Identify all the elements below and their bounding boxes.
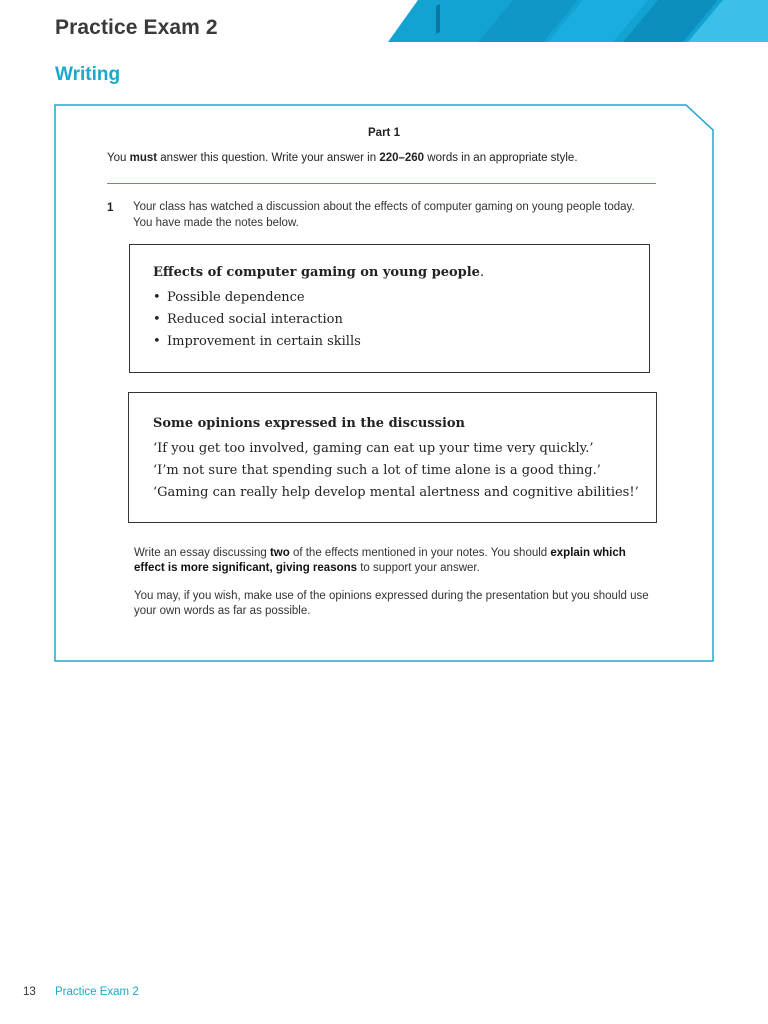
list-item: • Reduced social interaction xyxy=(153,309,361,331)
instruction-word-count: 220–260 xyxy=(379,152,425,164)
question-number: 1 xyxy=(107,202,114,214)
task-text: of the effects mentioned in your notes. You should xyxy=(289,547,551,559)
task-emphasis-two: two xyxy=(269,547,290,559)
task-text: Write an essay discussing xyxy=(134,547,270,559)
section-title: Writing xyxy=(55,64,121,85)
instruction-emphasis-must: must xyxy=(129,152,158,164)
opinion-quote: ‘Gaming can really help develop mental alertness and cognitive abilities!’ xyxy=(153,485,639,500)
notes-title xyxy=(153,265,484,280)
task-instruction xyxy=(134,546,654,576)
instruction-text: You xyxy=(107,152,130,164)
task-note: You may, if you wish, make use of the opinions expressed during the presentation but you should use your own words as far as possible. xyxy=(134,590,649,617)
header-banner xyxy=(348,0,768,42)
opinions-title: Some opinions expressed in the discussion xyxy=(153,416,466,431)
notes-title-suffix: . xyxy=(479,265,485,280)
notes-list xyxy=(153,287,361,353)
part-instruction xyxy=(107,152,578,164)
notes-title-text: Effects of computer gaming on young people xyxy=(153,265,480,280)
instruction-text: answer this question. Write your answer in xyxy=(157,152,380,164)
task-emphasis-explain: explain which effect is more significant, giving reasons xyxy=(134,547,626,574)
question-text: Your class has watched a discussion about the effects of computer gaming on young people today. You have made the notes below. xyxy=(133,201,635,229)
instruction-text: words in an appropriate style. xyxy=(424,152,578,164)
notes-box xyxy=(129,244,650,373)
part-label: Part 1 xyxy=(368,127,400,139)
task-text: to support your answer. xyxy=(357,562,480,574)
exam-title: Practice Exam 2 xyxy=(55,16,218,39)
list-item: • Improvement in certain skills xyxy=(153,331,361,353)
page-number: 13 xyxy=(23,986,36,998)
opinion-quote: ‘I’m not sure that spending such a lot of time alone is a good thing.’ xyxy=(153,463,601,478)
divider xyxy=(107,183,656,184)
question-panel xyxy=(55,104,713,660)
opinions-quotes xyxy=(153,438,639,504)
opinions-box xyxy=(128,392,657,523)
footer-title: Practice Exam 2 xyxy=(55,986,139,998)
opinion-quote: ‘If you get too involved, gaming can eat up your time very quickly.’ xyxy=(153,441,594,456)
list-item: • Possible dependence xyxy=(153,287,361,309)
